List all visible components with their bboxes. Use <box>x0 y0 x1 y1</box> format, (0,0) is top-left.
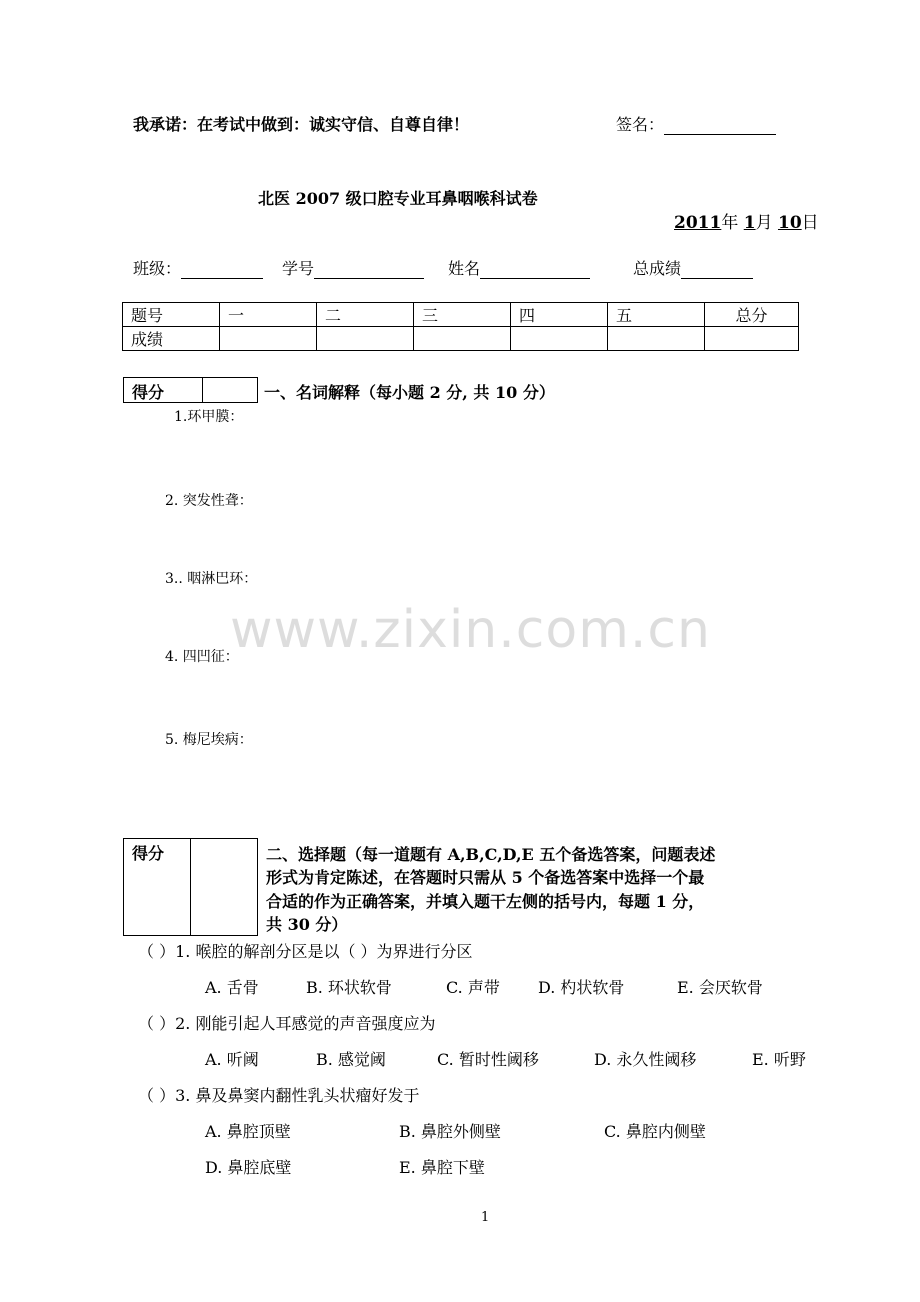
option-d: D. 杓状软骨 <box>538 978 625 997</box>
score-cell[interactable] <box>317 327 414 351</box>
total-score-label: 总成绩 <box>633 259 682 278</box>
score-cell[interactable] <box>511 327 608 351</box>
score-cell[interactable] <box>608 327 705 351</box>
option-e: E. 会厌软骨 <box>677 978 763 997</box>
question-stem: （ ）2. 刚能引起人耳感觉的声音强度应为 <box>138 1014 436 1033</box>
term-item: 3.. 咽淋巴环： <box>165 571 258 587</box>
option-d: D. 鼻腔底壁 <box>205 1158 292 1177</box>
score-table-header: 题号 <box>123 303 220 327</box>
option-e: E. 鼻腔下壁 <box>399 1158 485 1177</box>
grade-box-divider <box>190 839 191 935</box>
total-score-field[interactable] <box>633 256 753 279</box>
watermark: www.zixin.com.cn <box>230 600 711 660</box>
section2-grade-box <box>123 838 258 936</box>
signature-label: 签名： <box>616 115 665 134</box>
honesty-pledge: 我承诺：在考试中做到：诚实守信、自尊自律！ <box>133 115 470 134</box>
score-cell[interactable] <box>705 327 799 351</box>
signature-field[interactable] <box>616 112 776 135</box>
total-score-blank[interactable] <box>681 260 753 279</box>
class-blank[interactable] <box>181 260 263 279</box>
grade-box-divider <box>202 378 203 402</box>
term-item: 1.环甲膜： <box>174 409 244 425</box>
question-stem: （ ）1. 喉腔的解剖分区是以（ ）为界进行分区 <box>138 942 473 961</box>
date-year-unit: 年 <box>721 213 739 233</box>
term-item: 5. 梅尼埃病： <box>165 732 253 748</box>
date-day-unit: 日 <box>801 213 819 233</box>
score-table-header: 五 <box>608 303 705 327</box>
score-table-header: 二 <box>317 303 414 327</box>
score-table-header: 四 <box>511 303 608 327</box>
section2-heading-line: 合适的作为正确答案，并填入题干左侧的括号内，每题 1 分， <box>266 892 705 911</box>
option-a: A. 舌骨 <box>205 978 259 997</box>
option-d: D. 永久性阈移 <box>594 1050 697 1069</box>
student-no-label: 学号 <box>282 259 315 278</box>
option-c: C. 声带 <box>446 978 500 997</box>
name-field[interactable] <box>448 256 590 279</box>
exam-date <box>674 208 819 233</box>
score-cell[interactable] <box>220 327 317 351</box>
option-b: B. 感觉阈 <box>316 1050 386 1069</box>
score-table-header: 一 <box>220 303 317 327</box>
student-no-field[interactable] <box>282 256 424 279</box>
option-b: B. 环状软骨 <box>306 978 392 997</box>
section1-grade-box <box>123 377 258 403</box>
section1-heading: 一、名词解释（每小题 2 分, 共 10 分） <box>264 383 555 402</box>
class-label: 班级： <box>133 259 182 278</box>
option-c: C. 鼻腔内侧壁 <box>604 1122 706 1141</box>
option-b: B. 鼻腔外侧壁 <box>399 1122 501 1141</box>
date-day: 10 <box>777 213 802 233</box>
score-table-row <box>123 327 799 351</box>
section2-heading-line: 形式为肯定陈述，在答题时只需从 5 个备选答案中选择一个最 <box>266 868 705 887</box>
score-table <box>122 302 799 351</box>
term-item: 4. 四凹征： <box>165 649 239 665</box>
exam-title: 北医 2007 级口腔专业耳鼻咽喉科试卷 <box>258 189 538 208</box>
option-a: A. 听阈 <box>205 1050 259 1069</box>
name-label: 姓名 <box>448 259 481 278</box>
score-table-header-row <box>123 303 799 327</box>
option-e: E. 听野 <box>752 1050 806 1069</box>
student-no-blank[interactable] <box>314 260 424 279</box>
class-field[interactable] <box>133 256 263 279</box>
name-blank[interactable] <box>480 260 590 279</box>
score-row-label: 成绩 <box>123 327 220 351</box>
term-item: 2. 突发性聋： <box>165 493 253 509</box>
page-number: 1 <box>481 1210 490 1225</box>
section2-heading-line: 二、选择题（每一道题有 A,B,C,D,E 五个备选答案，问题表述 <box>266 845 716 864</box>
option-c: C. 暂时性阈移 <box>437 1050 539 1069</box>
question-stem: （ ）3. 鼻及鼻窦内翻性乳头状瘤好发于 <box>138 1086 420 1105</box>
score-table-header: 三 <box>414 303 511 327</box>
grade-box-label: 得分 <box>132 844 165 863</box>
date-year: 2011 <box>674 213 722 233</box>
date-month-unit: 月 <box>755 213 773 233</box>
section2-heading-line: 共 30 分） <box>266 915 348 934</box>
grade-box-label: 得分 <box>132 383 165 402</box>
option-a: A. 鼻腔顶壁 <box>205 1122 291 1141</box>
signature-blank[interactable] <box>664 116 776 135</box>
score-table-header: 总分 <box>705 303 799 327</box>
date-month: 1 <box>743 213 756 233</box>
score-cell[interactable] <box>414 327 511 351</box>
